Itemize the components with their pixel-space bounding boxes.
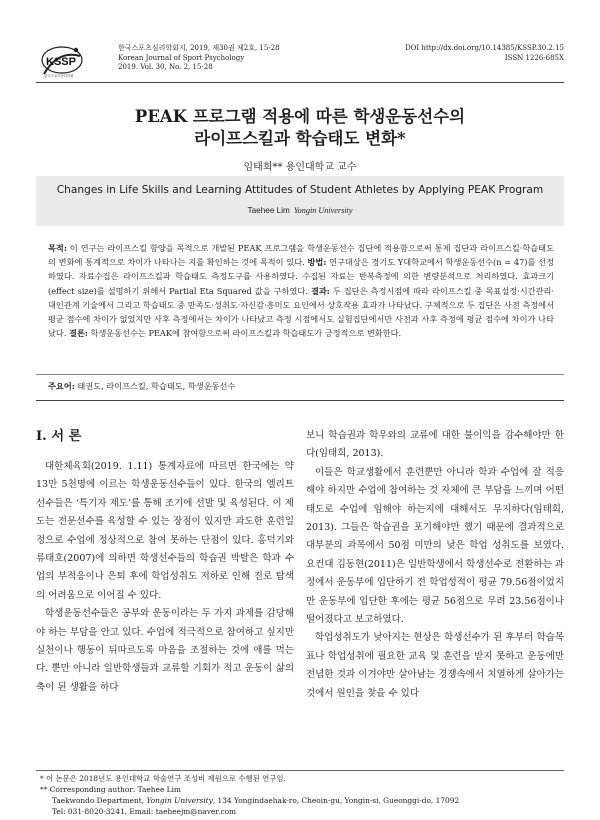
paragraph: 학생운동선수들은 공부와 운동이라는 두 가지 과제를 감당해야 하는 부담을 안고 있다. 수업에 적극적으로 참여하고 싶지만 실천이나 행동이 뒤따르도록 마음을 조절하는 것에 애를 먹는다. 뿐만 아니라 일반학생들과 교류할 기회가 적고 운동이 삶의 축이 된 생활을 하다 bbox=[36, 608, 294, 693]
keywords-list: 태권도, 라이프스킬, 학습태도, 학생운동선수 bbox=[74, 381, 236, 391]
author-en bbox=[36, 206, 564, 215]
body-column-left bbox=[36, 424, 294, 697]
paragraph: 보니 학습권과 학우와의 교류에 대한 불이익을 감수해야만 한다(임태희, 2013). bbox=[306, 430, 564, 460]
footnote-corresponding: ** Corresponding author: Taehee Lim bbox=[40, 785, 181, 794]
abstract-purpose: 이 연구는 라이프스킬 함양을 목적으로 개발된 PEAK 프로그램을 학생운동선수 집단에 적용함으로써 통제 집단과 라이프스킬·학습태도의 변화에 통계적으로 차이가 나타나는 지를 확인하는 것에 목적이 있다. bbox=[48, 243, 554, 268]
author-name-en: Taehee Lim bbox=[247, 206, 290, 215]
journal-volume: 2019. Vol. 30, No. 2, 15-28 bbox=[118, 63, 213, 71]
abstract-divider bbox=[36, 400, 564, 401]
paragraph: 학업성취도가 낮아지는 현상은 학생선수가 된 후부터 학습목표나 학업성취에 필요한 교육 및 훈련을 받지 못하고 운동에만 전념한 것과 이겨야만 살아남는 경쟁속에서 치열하게 살아가는 것에서 원인을 찾을 수 있다 bbox=[306, 632, 564, 699]
journal-name-en: Korean Journal of Sport Psychology bbox=[118, 53, 245, 62]
abstract-method: 연구대상은 경기도 Y대학교에서 학생운동선수(n = 47)를 선정하였다. 자료수집은 라이프스킬과 학습태도 측정도구를 사용하였다. 수집된 자료는 반복측정에 의한 변량분석으로 처리하였다. 효과크기(effect size)를 설명하기 위해서 Partial Eta Squared 값을 구하였다. bbox=[48, 257, 554, 296]
abstract-label-method: 방법: bbox=[307, 257, 327, 268]
body-column-right bbox=[306, 427, 564, 703]
article-title-ko bbox=[40, 106, 560, 150]
abstract-label-purpose: 목적: bbox=[48, 243, 67, 253]
footnote-contact: Tel: 031-8020-3241, Email: taeheejm@naver.com bbox=[52, 807, 237, 816]
author-ko: 임태희** 용인대학교 교수 bbox=[243, 162, 357, 173]
journal-info bbox=[118, 44, 280, 73]
abstract-text bbox=[48, 241, 554, 340]
keywords-label: 주요어: bbox=[48, 381, 75, 391]
address-dept: Taekwondo Department, bbox=[52, 796, 147, 805]
abstract-label-result: 결과: bbox=[310, 285, 330, 296]
keywords bbox=[48, 380, 558, 392]
paragraph: 이들은 학교생활에서 훈련뿐만 아니라 학과 수업에 잘 적응해야 하지만 수업에 참여하는 것 자체에 큰 부담을 느끼며 어떤 태도로 수업에 임해야 하는지에 대해서도 무지하다(임태희, 2013). 그들은 학습권을 포기해야만 했기 때문에 결과적으로 대부분의 과목에서 50점 미만의 낮은 학업 성취도를 보였다. 요컨대 김동현(2011)은 일반학생에서 학생선수로 전환하는 과정에서 운동부에 입단하기 전 학업성적이 평균 79.56점이었지만 운동부에 입단한 후에는 평균 56점으로 무려 23.56점이나 떨어졌다고 보고하였다. bbox=[306, 466, 564, 626]
abstract bbox=[36, 234, 564, 384]
section-heading-intro: I. 서 론 bbox=[36, 429, 82, 444]
header-divider bbox=[36, 82, 564, 83]
paragraph: 대한체육회(2019. 1.11) 통계자료에 따르면 한국에는 약 13만 5천명에 이르는 학생운동선수들이 있다. 한국의 엘리트 선수들은 ‘특기자 제도’를 통해 조기에 선발 및 육성된다. 이 제도는 전문선수를 육성할 수 있는 장점이 있지만 과도한 훈련일정으로 수업에 정상적으로 참여 못하는 단점이 있다. 홍덕기와 류태호(2007)에 의하면 학생선수들의 학습권 박탈은 학과 수업의 부적응이나 은퇴 후에 학업성취도 저하로 인해 진로 탐색의 어려움으로 이어질 수 있다. bbox=[36, 461, 294, 601]
abstract-label-conclusion: 결론: bbox=[69, 328, 88, 339]
logo-subtext: 한국스포츠심리학회 bbox=[44, 74, 74, 78]
abstract-conclusion: 학생운동선수는 PEAK에 참여함으로써 라이프스킬과 학습태도가 긍정적으로 변화한다. bbox=[87, 328, 402, 339]
affiliation-en: Yongin University bbox=[293, 206, 353, 215]
footnote-divider bbox=[36, 770, 564, 771]
journal-header bbox=[36, 44, 564, 84]
article-title-en: Changes in Life Skills and Learning Attitudes of Student Athletes by Applying PEAK Program bbox=[56, 184, 544, 196]
title-line-1: PEAK 프로그램 적용에 따른 학생운동선수의 bbox=[134, 107, 466, 126]
footnote-address bbox=[40, 796, 572, 807]
keywords-divider bbox=[36, 374, 564, 375]
address-univ: Yongin University bbox=[146, 796, 213, 805]
title-line-2: 라이프스킬과 학습태도 변화* bbox=[194, 129, 406, 148]
doi-link[interactable]: DOI http://dx.doi.org/10.14385/KSSP.30.2.15 bbox=[405, 44, 564, 52]
kssp-logo bbox=[36, 44, 106, 80]
address-street: , 134 Yongindaehak-ro, Cheoin-gu, Yongin-si, Gueonggi-do, 17092 bbox=[212, 796, 460, 805]
issn-number: ISSN 1226-685X bbox=[504, 53, 564, 62]
logo-text: KSSP bbox=[46, 56, 76, 68]
doi-info bbox=[405, 44, 564, 63]
journal-name-ko: 한국스포츠심리학회지, 2019, 제30권 제2호, 15-28 bbox=[118, 44, 280, 52]
english-title-box bbox=[36, 176, 564, 226]
footnote-funding: * 이 논문은 2018년도 용인대학교 학술연구 조성비 재원으로 수행된 연구임. bbox=[40, 774, 286, 783]
abstract-result: 두 집단은 측정시점에 따라 라이프스킬 중 목표설정·시간관리·대인관계 기술에서 그리고 학습태도 중 만족도·성취도·자신감·흥미도 요인에서 상호작용 효과가 나타났다. 구체적으로 두 집단은 사전 측정에서 평균 점수에 차이가 없었지만 사후 측정에서는 차이가 나타났고 측정 시점에서도 실험집단에서만 사전과 사후 측정에 평균 점수에 차이가 나타났다. bbox=[48, 285, 554, 339]
